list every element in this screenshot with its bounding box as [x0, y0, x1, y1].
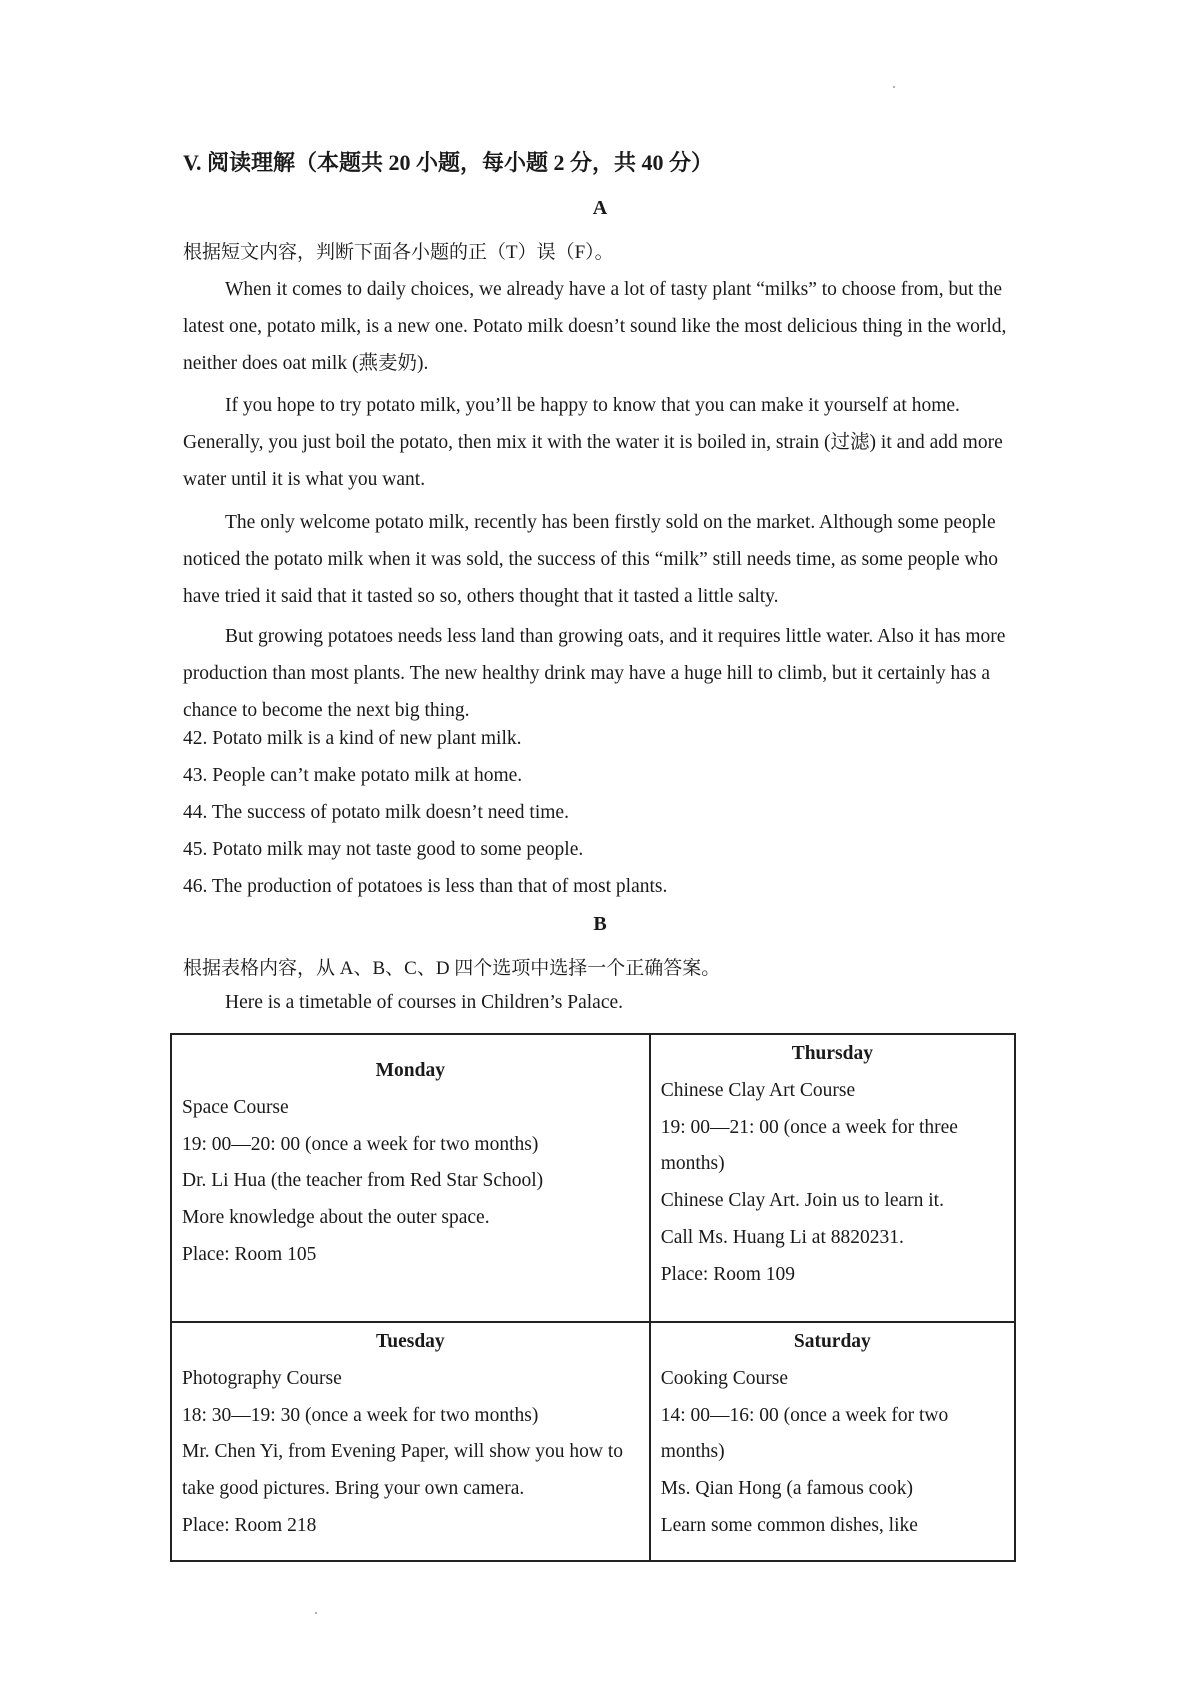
timetable-row — [171, 1034, 1015, 1322]
course-description: Chinese Clay Art. Join us to learn it. — [660, 1190, 944, 1212]
tuesday-cell — [171, 1322, 650, 1561]
paragraph-text: The only welcome potato milk, recently has been firstly sold on the market. Although some people noticed the potato milk when it was sold, the success of this “milk” still needs time, as some people who have tried it said that it tasted so so, others thought that it tasted a little salty. — [183, 512, 999, 607]
course-name: Photography Course — [182, 1367, 342, 1389]
day-heading: Saturday — [793, 1331, 871, 1352]
course-name: Space Course — [182, 1096, 289, 1118]
day-heading: Monday — [375, 1060, 446, 1081]
section-title: V. 阅读理解（本题共 20 小题，每小题 2 分，共 40 分） — [183, 150, 714, 175]
course-teacher: Dr. Li Hua (the teacher from Red Star School) — [182, 1170, 544, 1192]
monday-cell — [171, 1034, 650, 1322]
saturday-cell — [650, 1322, 1015, 1561]
thursday-cell — [650, 1034, 1015, 1322]
course-time: 14: 00—16: 00 (once a week for two months) — [660, 1404, 949, 1463]
course-description: More knowledge about the outer space. — [182, 1207, 490, 1229]
course-name: Chinese Clay Art Course — [660, 1079, 856, 1101]
course-place: Place: Room 218 — [182, 1514, 317, 1536]
question-42: 42. Potato milk is a kind of new plant milk. — [183, 728, 522, 749]
part-b-instruction: 根据表格内容，从 A、B、C、D 四个选项中选择一个正确答案。 — [183, 958, 721, 979]
course-place: Place: Room 109 — [660, 1263, 796, 1285]
question-43: 43. People can’t make potato milk at home. — [183, 765, 523, 786]
passage-paragraph — [183, 387, 1028, 498]
course-name: Cooking Course — [660, 1367, 788, 1389]
scan-speck — [893, 86, 895, 88]
timetable-intro: Here is a timetable of courses in Children’s Palace. — [225, 992, 623, 1013]
paragraph-text: If you hope to try potato milk, you’ll be happy to know that you can make it yourself at home. Generally, you just boil the potato, then mix it with the water it is boiled in, strain (过滤) it and add more water until it is what you want. — [183, 395, 1003, 490]
paragraph-text: But growing potatoes needs less land than growing oats, and it requires little water. Also it has more production than most plants. The new healthy drink may have a huge hill to climb, but it certainly has a chance to become the next big thing. — [183, 626, 1006, 721]
question-44: 44. The success of potato milk doesn’t need time. — [183, 802, 569, 823]
course-time: 19: 00—21: 00 (once a week for three months) — [660, 1116, 958, 1175]
course-time: 18: 30—19: 30 (once a week for two months) — [182, 1404, 539, 1426]
course-description: Learn some common dishes, like — [660, 1514, 918, 1536]
part-b-label: B — [593, 913, 607, 935]
day-heading: Tuesday — [376, 1331, 445, 1352]
timetable-row — [171, 1322, 1015, 1561]
part-a-instruction: 根据短文内容，判断下面各小题的正（T）误（F）。 — [183, 242, 614, 263]
course-time: 19: 00—20: 00 (once a week for two months) — [182, 1133, 539, 1155]
day-heading: Thursday — [791, 1043, 873, 1064]
paragraph-text: When it comes to daily choices, we already have a lot of tasty plant “milks” to choose from, but the latest one, potato milk, is a new one. Potato milk doesn’t sound like the most delicious thing in the world, neither does oat milk (燕麦奶). — [183, 279, 1007, 374]
part-a-label: A — [592, 197, 608, 219]
course-teacher: Ms. Qian Hong (a famous cook) — [660, 1478, 914, 1500]
passage-paragraph — [183, 271, 1028, 382]
question-46: 46. The production of potatoes is less than that of most plants. — [183, 876, 668, 897]
question-45: 45. Potato milk may not taste good to some people. — [183, 839, 584, 860]
course-description: Mr. Chen Yi, from Evening Paper, will show you how to take good pictures. Bring your own camera. — [182, 1441, 624, 1500]
passage-paragraph — [183, 618, 1028, 729]
course-timetable — [170, 1033, 1016, 1562]
passage-paragraph — [183, 504, 1028, 615]
course-contact: Call Ms. Huang Li at 8820231. — [660, 1226, 904, 1248]
course-place: Place: Room 105 — [182, 1243, 317, 1265]
scan-speck — [315, 1612, 317, 1614]
